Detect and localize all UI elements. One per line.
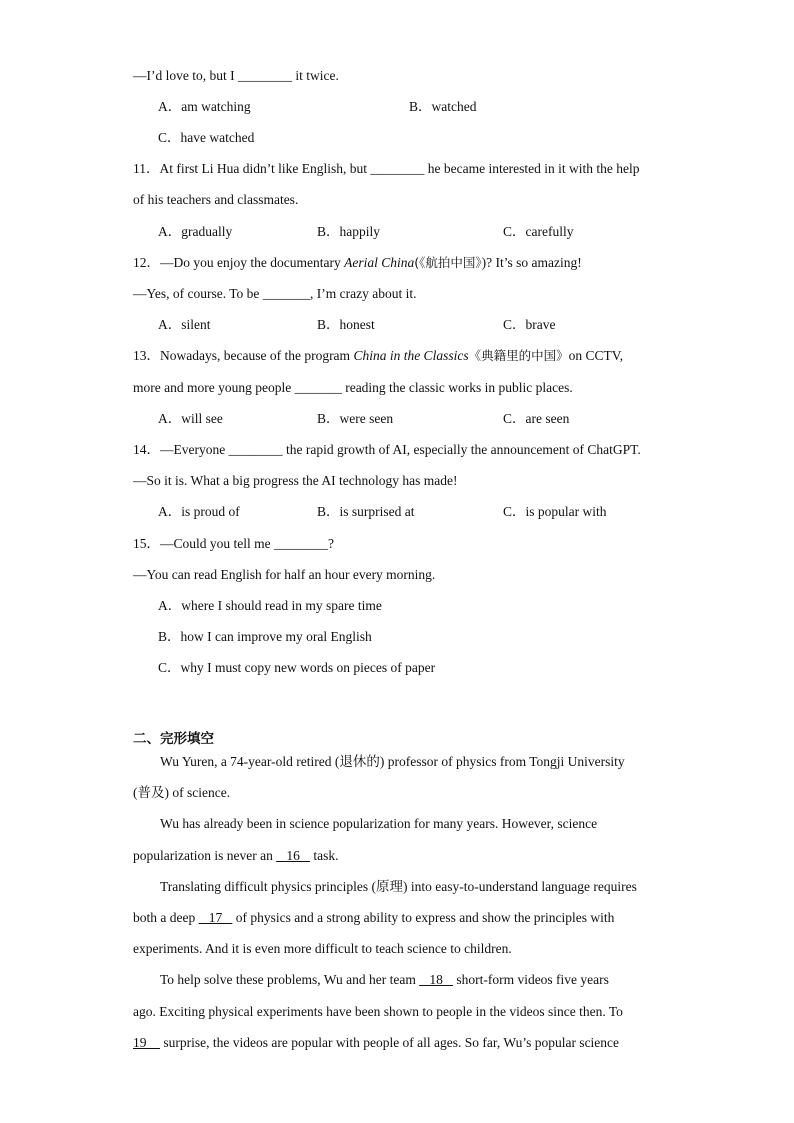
- q12-title-en: Aerial China: [344, 255, 415, 270]
- passage-p3-line2: [133, 909, 614, 927]
- q13-option-b[interactable]: B．were seen: [317, 411, 394, 426]
- q13-prefix: 13．Nowadays, because of the program: [133, 348, 354, 363]
- q11-option-a[interactable]: A．gradually: [158, 224, 233, 239]
- passage-p1-line1: Wu Yuren, a 74-year-old retired (退休的) professor of physics from Tongji University: [160, 754, 625, 769]
- blank-17[interactable]: 17: [198, 910, 233, 925]
- q12-line2: —Yes, of course. To be _______, I’m crazy about it.: [133, 286, 417, 301]
- q11-option-b[interactable]: B．happily: [317, 224, 380, 239]
- q12-option-c[interactable]: C．brave: [503, 317, 556, 332]
- q11-option-c[interactable]: C．carefully: [503, 224, 574, 239]
- passage-p2-text-b: task.: [309, 848, 339, 863]
- passage-p4-line3: [133, 1034, 619, 1052]
- passage-p3-line1: Translating difficult physics principles (原理) into easy-to-understand language requires: [160, 879, 637, 894]
- passage-p4-text-b: surprise, the videos are popular with people of all ages. So far, Wu’s popular science: [160, 1035, 620, 1050]
- q14-option-a[interactable]: A．is proud of: [158, 504, 240, 519]
- passage-p2-line1: Wu has already been in science popularization for many years. However, science: [160, 816, 598, 831]
- passage-p2-text-a: popularization is never an: [133, 848, 277, 863]
- blank-19[interactable]: 19: [133, 1035, 160, 1050]
- blank-18[interactable]: 18: [419, 972, 453, 987]
- passage-p4-text-b: short-form videos five years: [452, 972, 609, 987]
- q14-option-c[interactable]: C．is popular with: [503, 504, 607, 519]
- q10-option-b[interactable]: B．watched: [409, 99, 477, 114]
- q12-line1: [133, 254, 582, 272]
- q10-option-a[interactable]: A．am watching: [158, 99, 251, 114]
- q12-option-b[interactable]: B．honest: [317, 317, 375, 332]
- q15-line2: —You can read English for half an hour every morning.: [133, 567, 436, 582]
- q13-title-cn: 《典籍里的中国》: [468, 348, 569, 363]
- passage-p1-line2: (普及) of science.: [133, 785, 231, 800]
- q14-option-b[interactable]: B．is surprised at: [317, 504, 415, 519]
- passage-p3-text-b: of physics and a strong ability to express and show the principles with: [232, 910, 615, 925]
- q15-option-a[interactable]: A．where I should read in my spare time: [158, 598, 382, 613]
- passage-p2-line2: [133, 847, 338, 865]
- q12-prefix: 12．—Do you enjoy the documentary: [133, 255, 345, 270]
- section-heading: 二、完形填空: [133, 731, 214, 747]
- q12-option-a[interactable]: A．silent: [158, 317, 211, 332]
- q14-line2: —So it is. What a big progress the AI technology has made!: [133, 473, 458, 488]
- passage-p3-text-a: both a deep: [133, 910, 199, 925]
- q13-option-c[interactable]: C．are seen: [503, 411, 570, 426]
- blank-16[interactable]: 16: [276, 848, 310, 863]
- passage-p4-text-a: To help solve these problems, Wu and her team: [160, 972, 420, 987]
- q13-line2: more and more young people _______ reading the classic works in public places.: [133, 380, 573, 395]
- passage-p3-line3: experiments. And it is even more difficult to teach science to children.: [133, 941, 512, 956]
- q10-line2: —I’d love to, but I ________ it twice.: [133, 68, 339, 83]
- q11-line2: of his teachers and classmates.: [133, 192, 299, 207]
- q10-option-c[interactable]: C．have watched: [158, 130, 255, 145]
- q14-line1: 14．—Everyone ________ the rapid growth of AI, especially the announcement of ChatGPT.: [133, 442, 641, 457]
- q12-title-cn: (《航拍中国》: [414, 255, 482, 270]
- passage-p4-line1: [160, 971, 609, 989]
- q13-line1: [133, 347, 623, 365]
- q15-option-c[interactable]: C．why I must copy new words on pieces of paper: [158, 660, 436, 675]
- q13-suffix: on CCTV,: [568, 348, 624, 363]
- q13-title-en: China in the Classics: [353, 348, 469, 363]
- q15-option-b[interactable]: B．how I can improve my oral English: [158, 629, 372, 644]
- q15-line1: 15．—Could you tell me ________?: [133, 536, 334, 551]
- q11-line1: 11．At first Li Hua didn’t like English, but ________ he became interested in it with the help: [133, 161, 640, 176]
- passage-p4-line2: ago. Exciting physical experiments have been shown to people in the videos since then. To: [133, 1004, 623, 1019]
- q13-option-a[interactable]: A．will see: [158, 411, 223, 426]
- q12-suffix: )? It’s so amazing!: [481, 255, 582, 270]
